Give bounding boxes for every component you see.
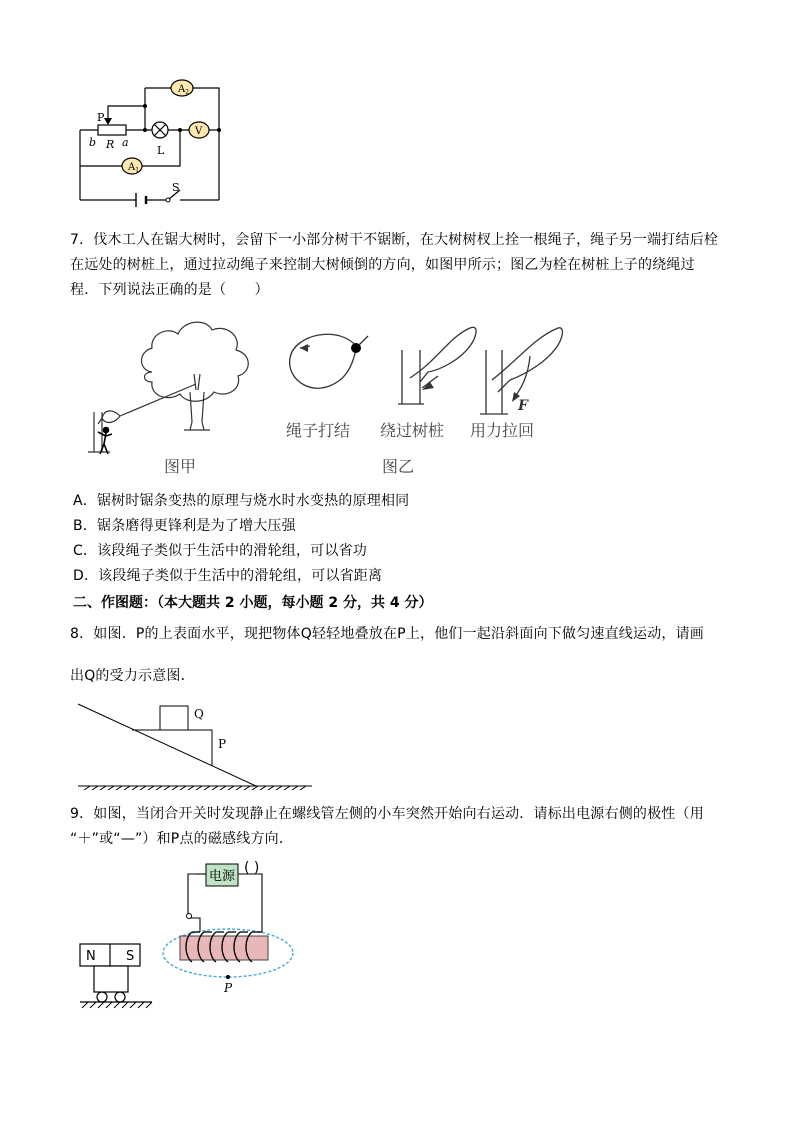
q8-line-2: 出Q的受力示意图． (70, 668, 195, 684)
rope-sequence-figure (280, 318, 570, 478)
circuit-diagram (70, 78, 240, 218)
label-l: L (157, 144, 165, 157)
pole-blank: ( ) (244, 860, 260, 876)
ammeter-1-label: $A_1$ (128, 162, 140, 174)
label-r: R (106, 138, 115, 151)
q7-option-d: D．该段绳子类似于生活中的滑轮组，可以省距离 (73, 568, 383, 584)
q7-option-a: A．锯树时锯条变热的原理与烧水时水变热的原理相同 (73, 493, 410, 509)
magnet-s: S (126, 949, 135, 964)
q8-line-1: 8．如图．P的上表面水平，现把物体Q轻轻地叠放在P上，他们一起沿斜面向下做匀速直线运动，请画 (70, 626, 705, 642)
label-s: S (172, 181, 180, 194)
ammeter-2-label: $A_2$ (178, 84, 190, 96)
cap-pull: 用力拉回 (470, 421, 535, 440)
label-p: P (218, 737, 227, 751)
label-a: a (122, 136, 129, 149)
magnet-n: N (86, 949, 96, 964)
tree-figure (80, 312, 280, 480)
fig-yi-caption: 图乙 (382, 457, 415, 476)
label-p: P (97, 111, 105, 124)
q7-option-c: C．该段绳子类似于生活中的滑轮组，可以省功 (73, 543, 367, 559)
force-label: F (518, 398, 528, 414)
cap-knot: 绳子打结 (286, 421, 351, 440)
cap-wrap: 绕过树桩 (380, 421, 445, 440)
q7-option-b: B．锯条磨得更锋利是为了增大压强 (73, 518, 296, 534)
label-b: b (89, 136, 97, 149)
incline-figure (76, 700, 316, 790)
q9-line-1: 9．如图，当闭合开关时发现静止在螺线管左侧的小车突然开始向右运动．请标出电源右侧的极性（用 (70, 806, 704, 822)
voltmeter-label: V (195, 126, 203, 137)
q7-line-2: 在远处的树桩上，通过拉动绳子来控制大树倾倒的方向，如图甲所示；图乙为栓在树桩上子的绕绳过 (70, 257, 695, 273)
power-label: 电源 (209, 869, 236, 884)
q9-line-2: “＋”或“—”）和P点的磁感线方向． (70, 831, 294, 847)
q7-line-1: 7．伐木工人在锯大树时，会留下一小部分树干不锯断，在大树树杈上拴一根绳子，绳子另一端打结后栓 (70, 232, 719, 248)
label-q: Q (194, 707, 204, 721)
q7-line-3: 程．下列说法正确的是（ ） (70, 282, 269, 298)
point-p-label: P (224, 981, 233, 995)
solenoid-figure (76, 856, 306, 1014)
fig-jia-caption: 图甲 (164, 457, 197, 476)
section-2-title: 二、作图题：（本大题共 2 小题，每小题 2 分，共 4 分） (73, 595, 433, 611)
